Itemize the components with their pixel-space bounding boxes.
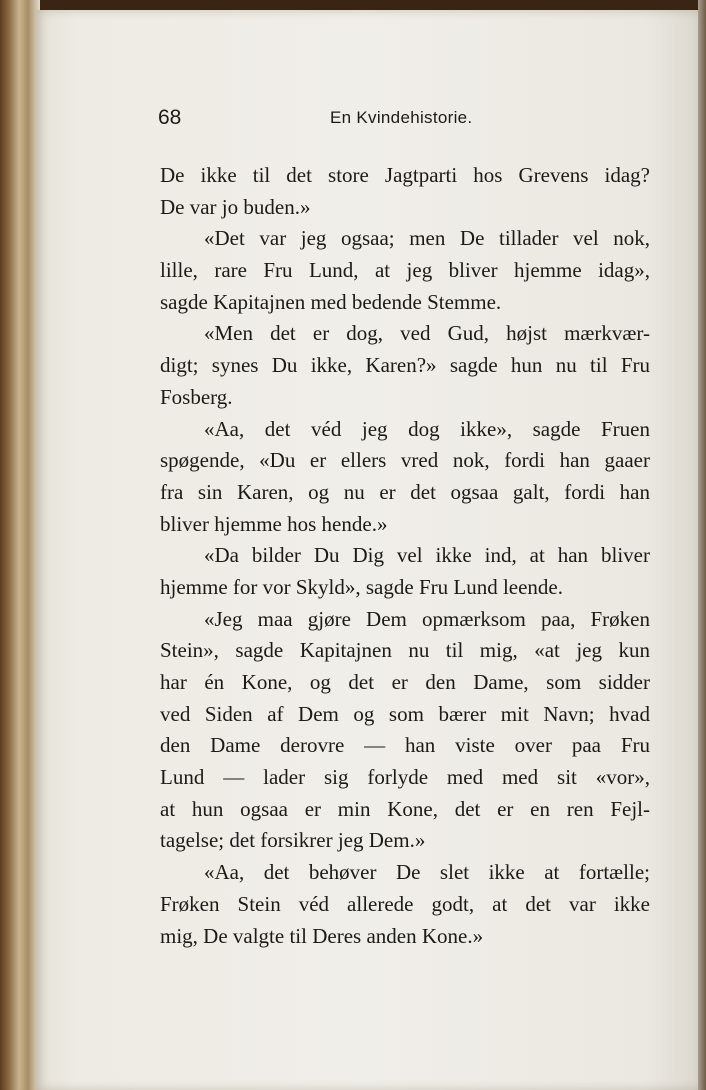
- text-line: har én Kone, og det er den Dame, som sidder: [160, 670, 650, 694]
- text-line: Frøken Stein véd allerede godt, at det var ikke: [160, 891, 650, 916]
- text-line: ved Siden af Dem og som bærer mit Navn; hvad: [160, 701, 650, 726]
- text-line: «Da bilder Du Dig vel ikke ind, at han bliver: [204, 543, 650, 568]
- running-head: En Kvindehistorie.: [330, 108, 473, 127]
- text-line: «Men det er dog, ved Gud, højst mærkvær-: [204, 321, 650, 346]
- text-line: Stein», sagde Kapitajnen nu til mig, «at jeg kun: [160, 638, 650, 663]
- text-line: De var jo buden.»: [160, 194, 311, 219]
- text-line: lille, rare Fru Lund, at jeg bliver hjemme idag»,: [160, 258, 650, 283]
- page-header: [36, 98, 698, 138]
- text-line: bliver hjemme hos hende.»: [160, 511, 388, 536]
- text-line: «Det var jeg ogsaa; men De tillader vel nok,: [204, 226, 650, 251]
- book-spine: [0, 0, 40, 1090]
- body-text: [160, 160, 650, 952]
- text-line: «Aa, det behøver De slet ikke at fortælle;: [204, 860, 650, 885]
- text-line: mig, De valgte til Deres anden Kone.»: [160, 923, 484, 948]
- text-line: sagde Kapitajnen med bedende Stemme.: [160, 289, 502, 314]
- page-number: 68: [158, 106, 182, 129]
- text-line: De ikke til det store Jagtparti hos Grevens idag?: [160, 163, 650, 187]
- text-line: at hun ogsaa er min Kone, det er en ren Fejl-: [160, 796, 650, 821]
- text-line: «Aa, det véd jeg dog ikke», sagde Fruen: [204, 416, 650, 441]
- text-line: den Dame derovre — han viste over paa Fru: [160, 733, 650, 758]
- text-line: hjemme for vor Skyld», sagde Fru Lund leende.: [160, 574, 563, 599]
- text-line: fra sin Karen, og nu er det ogsaa galt, fordi han: [160, 479, 650, 504]
- text-line: spøgende, «Du er ellers vred nok, fordi han gaaer: [160, 448, 650, 473]
- book-edge: [698, 0, 706, 1090]
- text-line: Fosberg.: [160, 384, 233, 409]
- text-line: «Jeg maa gjøre Dem opmærksom paa, Frøken: [204, 606, 650, 631]
- text-line: Lund — lader sig forlyde med med sit «vor»,: [160, 765, 650, 790]
- book-page: [36, 10, 698, 1090]
- text-line: digt; synes Du ikke, Karen?» sagde hun nu til Fru: [160, 353, 650, 378]
- text-line: tagelse; det forsikrer jeg Dem.»: [160, 828, 426, 853]
